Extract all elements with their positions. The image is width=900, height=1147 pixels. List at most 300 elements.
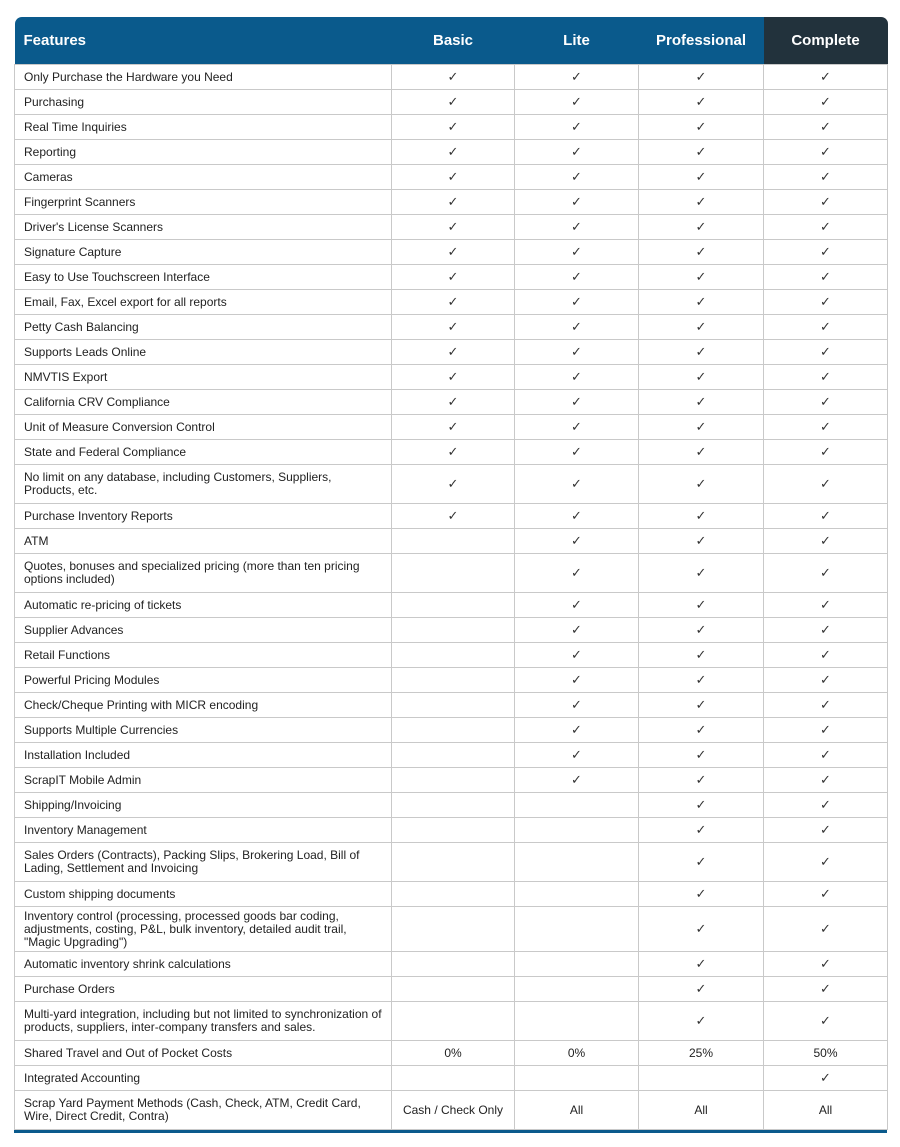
cell-basic (392, 265, 515, 290)
table-row (15, 290, 888, 315)
cell-complete (764, 215, 888, 240)
cell-basic (392, 977, 515, 1002)
feature-name: Supports Leads Online (15, 340, 392, 365)
cell-complete (764, 115, 888, 140)
cell-professional (639, 743, 764, 768)
table-row (15, 1041, 888, 1066)
cell-basic (392, 907, 515, 952)
header-plan-basic: Basic (392, 17, 515, 65)
check-icon: ✓ (695, 981, 707, 996)
check-icon: ✓ (571, 597, 582, 612)
check-icon: ✓ (571, 508, 582, 523)
table-row (15, 668, 888, 693)
cell-professional (639, 140, 764, 165)
cell-lite (515, 693, 639, 718)
feature-name: Integrated Accounting (15, 1066, 392, 1091)
cell-complete (764, 415, 888, 440)
table-row (15, 215, 888, 240)
check-icon: ✓ (820, 886, 831, 901)
feature-name: Quotes, bonuses and specialized pricing (more than ten pricing options included) (15, 554, 392, 593)
cell-professional (639, 190, 764, 215)
check-icon: ✓ (820, 369, 831, 384)
feature-name: Supports Multiple Currencies (15, 718, 392, 743)
cell-basic (392, 668, 515, 693)
cell-complete (764, 290, 888, 315)
feature-name: Only Purchase the Hardware you Need (15, 65, 392, 90)
feature-comparison (14, 17, 887, 1133)
feature-name: Purchase Inventory Reports (15, 504, 392, 529)
cell-professional (639, 529, 764, 554)
feature-name: NMVTIS Export (15, 365, 392, 390)
cell-lite (515, 290, 639, 315)
cell-complete (764, 1066, 888, 1091)
feature-name: Driver's License Scanners (15, 215, 392, 240)
cell-professional (639, 793, 764, 818)
table-row (15, 240, 888, 265)
feature-name: Email, Fax, Excel export for all reports (15, 290, 392, 315)
cell-lite (515, 140, 639, 165)
table-row (15, 618, 888, 643)
cell-basic (392, 793, 515, 818)
cell-value: All (818, 1102, 833, 1117)
cell-lite (515, 977, 639, 1002)
cell-basic (392, 1002, 515, 1041)
cell-basic (392, 240, 515, 265)
check-icon: ✓ (695, 344, 707, 359)
check-icon: ✓ (820, 921, 831, 936)
check-icon: ✓ (447, 169, 459, 184)
cell-complete (764, 554, 888, 593)
check-icon: ✓ (447, 419, 459, 434)
table-row (15, 818, 888, 843)
check-icon: ✓ (695, 508, 707, 523)
cell-professional (639, 818, 764, 843)
cell-complete (764, 1041, 888, 1066)
cell-complete (764, 818, 888, 843)
cell-basic (392, 190, 515, 215)
check-icon: ✓ (571, 394, 582, 409)
feature-name: Purchasing (15, 90, 392, 115)
check-icon: ✓ (571, 69, 582, 84)
check-icon: ✓ (820, 394, 831, 409)
table-row (15, 952, 888, 977)
table-row (15, 977, 888, 1002)
check-icon: ✓ (820, 822, 831, 837)
check-icon: ✓ (820, 854, 831, 869)
cell-lite (515, 907, 639, 952)
table-row (15, 554, 888, 593)
check-icon: ✓ (571, 722, 582, 737)
cell-lite (515, 743, 639, 768)
cell-professional (639, 240, 764, 265)
check-icon: ✓ (695, 956, 707, 971)
table-row (15, 265, 888, 290)
check-icon: ✓ (695, 269, 707, 284)
cell-lite (515, 365, 639, 390)
check-icon: ✓ (571, 419, 582, 434)
feature-name: Real Time Inquiries (15, 115, 392, 140)
check-icon: ✓ (571, 319, 582, 334)
table-row (15, 643, 888, 668)
feature-name: Shared Travel and Out of Pocket Costs (15, 1041, 392, 1066)
cell-lite (515, 1041, 639, 1066)
cell-complete (764, 693, 888, 718)
check-icon: ✓ (447, 508, 459, 523)
check-icon: ✓ (820, 1070, 831, 1085)
check-icon: ✓ (695, 772, 707, 787)
cell-basic (392, 1041, 515, 1066)
check-icon: ✓ (571, 219, 582, 234)
cell-lite (515, 440, 639, 465)
cell-professional (639, 1002, 764, 1041)
cell-complete (764, 843, 888, 882)
cell-lite (515, 340, 639, 365)
feature-comparison-table (14, 17, 888, 1130)
check-icon: ✓ (571, 672, 582, 687)
cell-lite (515, 215, 639, 240)
check-icon: ✓ (695, 797, 707, 812)
cell-lite (515, 1091, 639, 1130)
cell-basic (392, 140, 515, 165)
check-icon: ✓ (447, 476, 459, 491)
check-icon: ✓ (695, 319, 707, 334)
check-icon: ✓ (571, 565, 582, 580)
table-row (15, 65, 888, 90)
cell-lite (515, 265, 639, 290)
cell-complete (764, 618, 888, 643)
check-icon: ✓ (820, 981, 831, 996)
cell-lite (515, 818, 639, 843)
check-icon: ✓ (447, 244, 459, 259)
cell-basic (392, 718, 515, 743)
cell-professional (639, 440, 764, 465)
cell-professional (639, 977, 764, 1002)
cell-basic (392, 818, 515, 843)
feature-name: Cameras (15, 165, 392, 190)
cell-lite (515, 618, 639, 643)
cell-lite (515, 668, 639, 693)
check-icon: ✓ (820, 444, 831, 459)
cell-professional (639, 882, 764, 907)
feature-name: Unit of Measure Conversion Control (15, 415, 392, 440)
check-icon: ✓ (571, 476, 582, 491)
check-icon: ✓ (695, 219, 707, 234)
cell-lite (515, 465, 639, 504)
feature-name: Automatic inventory shrink calculations (15, 952, 392, 977)
cell-complete (764, 265, 888, 290)
cell-value: All (569, 1102, 584, 1117)
check-icon: ✓ (571, 747, 582, 762)
feature-name: Check/Cheque Printing with MICR encoding (15, 693, 392, 718)
check-icon: ✓ (820, 476, 831, 491)
cell-professional (639, 593, 764, 618)
cell-professional (639, 643, 764, 668)
feature-name: Installation Included (15, 743, 392, 768)
table-row (15, 743, 888, 768)
cell-complete (764, 768, 888, 793)
feature-name: Sales Orders (Contracts), Packing Slips, Brokering Load, Bill of Lading, Settlement and Invoicing (15, 843, 392, 882)
cell-lite (515, 643, 639, 668)
check-icon: ✓ (447, 369, 459, 384)
check-icon: ✓ (571, 94, 582, 109)
table-row (15, 1066, 888, 1091)
cell-basic (392, 593, 515, 618)
cell-basic (392, 1091, 515, 1130)
check-icon: ✓ (695, 119, 707, 134)
table-row (15, 504, 888, 529)
cell-professional (639, 65, 764, 90)
cell-value: 0% (444, 1045, 462, 1060)
check-icon: ✓ (447, 219, 459, 234)
cell-professional (639, 693, 764, 718)
cell-basic (392, 340, 515, 365)
cell-basic (392, 768, 515, 793)
cell-complete (764, 465, 888, 504)
check-icon: ✓ (447, 319, 459, 334)
table-row (15, 843, 888, 882)
table-row (15, 115, 888, 140)
cell-professional (639, 165, 764, 190)
check-icon: ✓ (820, 119, 831, 134)
check-icon: ✓ (820, 294, 831, 309)
cell-basic (392, 65, 515, 90)
cell-professional (639, 340, 764, 365)
check-icon: ✓ (695, 697, 707, 712)
check-icon: ✓ (695, 672, 707, 687)
cell-professional (639, 768, 764, 793)
header-row (15, 17, 888, 65)
check-icon: ✓ (820, 508, 831, 523)
check-icon: ✓ (447, 194, 459, 209)
feature-name: Powerful Pricing Modules (15, 668, 392, 693)
check-icon: ✓ (820, 144, 831, 159)
cell-professional (639, 1041, 764, 1066)
table-row (15, 907, 888, 952)
cell-complete (764, 952, 888, 977)
check-icon: ✓ (695, 394, 707, 409)
check-icon: ✓ (695, 69, 707, 84)
cell-complete (764, 190, 888, 215)
feature-name: Custom shipping documents (15, 882, 392, 907)
check-icon: ✓ (447, 269, 459, 284)
check-icon: ✓ (571, 533, 582, 548)
cell-basic (392, 882, 515, 907)
table-row (15, 882, 888, 907)
cell-basic (392, 693, 515, 718)
check-icon: ✓ (695, 244, 707, 259)
check-icon: ✓ (820, 194, 831, 209)
cell-complete (764, 907, 888, 952)
check-icon: ✓ (820, 565, 831, 580)
cell-complete (764, 643, 888, 668)
header-features: Features (15, 17, 392, 65)
cell-lite (515, 793, 639, 818)
feature-name: Automatic re-pricing of tickets (15, 593, 392, 618)
cell-professional (639, 365, 764, 390)
cell-basic (392, 952, 515, 977)
cell-professional (639, 115, 764, 140)
cell-professional (639, 390, 764, 415)
table-row (15, 718, 888, 743)
cell-complete (764, 882, 888, 907)
check-icon: ✓ (695, 854, 707, 869)
cell-basic (392, 115, 515, 140)
cell-lite (515, 529, 639, 554)
cell-value: 25% (688, 1045, 714, 1060)
check-icon: ✓ (820, 722, 831, 737)
cell-professional (639, 215, 764, 240)
feature-name: ATM (15, 529, 392, 554)
cell-professional (639, 718, 764, 743)
cell-complete (764, 315, 888, 340)
table-body (15, 65, 888, 1130)
table-row (15, 1091, 888, 1130)
cell-complete (764, 240, 888, 265)
check-icon: ✓ (820, 69, 831, 84)
check-icon: ✓ (820, 672, 831, 687)
feature-name: Petty Cash Balancing (15, 315, 392, 340)
cell-professional (639, 315, 764, 340)
table-row (15, 90, 888, 115)
check-icon: ✓ (820, 956, 831, 971)
check-icon: ✓ (571, 344, 582, 359)
cell-professional (639, 952, 764, 977)
cell-lite (515, 115, 639, 140)
check-icon: ✓ (820, 94, 831, 109)
table-row (15, 140, 888, 165)
cell-complete (764, 668, 888, 693)
cell-basic (392, 529, 515, 554)
check-icon: ✓ (571, 772, 582, 787)
cell-lite (515, 952, 639, 977)
cell-lite (515, 882, 639, 907)
cell-professional (639, 90, 764, 115)
header-plan-professional: Professional (639, 17, 764, 65)
feature-name: Fingerprint Scanners (15, 190, 392, 215)
check-icon: ✓ (820, 647, 831, 662)
table-row (15, 465, 888, 504)
cell-professional (639, 618, 764, 643)
cell-basic (392, 165, 515, 190)
table-row (15, 768, 888, 793)
check-icon: ✓ (695, 597, 707, 612)
feature-name: Purchase Orders (15, 977, 392, 1002)
table-row (15, 390, 888, 415)
feature-name: Retail Functions (15, 643, 392, 668)
check-icon: ✓ (571, 647, 582, 662)
check-icon: ✓ (447, 94, 459, 109)
check-icon: ✓ (820, 622, 831, 637)
cell-lite (515, 415, 639, 440)
cell-professional (639, 415, 764, 440)
cell-professional (639, 465, 764, 504)
check-icon: ✓ (820, 597, 831, 612)
table-footer-bar (14, 1130, 887, 1133)
cell-professional (639, 504, 764, 529)
cell-complete (764, 390, 888, 415)
check-icon: ✓ (447, 294, 459, 309)
check-icon: ✓ (571, 269, 582, 284)
table-header (15, 17, 888, 65)
check-icon: ✓ (695, 921, 707, 936)
cell-lite (515, 1066, 639, 1091)
cell-professional (639, 1066, 764, 1091)
feature-name: Inventory Management (15, 818, 392, 843)
check-icon: ✓ (695, 565, 707, 580)
cell-professional (639, 1091, 764, 1130)
cell-complete (764, 365, 888, 390)
table-row (15, 340, 888, 365)
check-icon: ✓ (571, 119, 582, 134)
cell-complete (764, 718, 888, 743)
check-icon: ✓ (571, 622, 582, 637)
feature-name: Shipping/Invoicing (15, 793, 392, 818)
check-icon: ✓ (695, 419, 707, 434)
cell-complete (764, 793, 888, 818)
feature-name: No limit on any database, including Customers, Suppliers, Products, etc. (15, 465, 392, 504)
check-icon: ✓ (820, 419, 831, 434)
check-icon: ✓ (820, 1013, 831, 1028)
cell-basic (392, 440, 515, 465)
cell-lite (515, 504, 639, 529)
cell-basic (392, 415, 515, 440)
check-icon: ✓ (695, 533, 707, 548)
check-icon: ✓ (695, 647, 707, 662)
cell-lite (515, 165, 639, 190)
cell-complete (764, 743, 888, 768)
check-icon: ✓ (695, 476, 707, 491)
header-plan-lite: Lite (515, 17, 639, 65)
check-icon: ✓ (820, 269, 831, 284)
check-icon: ✓ (571, 294, 582, 309)
check-icon: ✓ (447, 394, 459, 409)
cell-value: 50% (813, 1045, 838, 1060)
cell-basic (392, 90, 515, 115)
cell-lite (515, 315, 639, 340)
cell-lite (515, 554, 639, 593)
table-row (15, 190, 888, 215)
check-icon: ✓ (571, 169, 582, 184)
cell-value: All (694, 1102, 708, 1117)
check-icon: ✓ (820, 747, 831, 762)
cell-basic (392, 843, 515, 882)
check-icon: ✓ (820, 244, 831, 259)
feature-name: Supplier Advances (15, 618, 392, 643)
table-row (15, 415, 888, 440)
cell-complete (764, 90, 888, 115)
check-icon: ✓ (447, 69, 459, 84)
table-row (15, 165, 888, 190)
check-icon: ✓ (571, 194, 582, 209)
check-icon: ✓ (695, 294, 707, 309)
cell-complete (764, 593, 888, 618)
check-icon: ✓ (695, 194, 707, 209)
check-icon: ✓ (820, 344, 831, 359)
cell-basic (392, 643, 515, 668)
feature-name: Inventory control (processing, processed goods bar coding, adjustments, costing, P&L, bulk inventory, detailed audit trail, "Magic Upgrading") (15, 907, 392, 952)
cell-professional (639, 290, 764, 315)
cell-basic (392, 290, 515, 315)
table-row (15, 315, 888, 340)
feature-name: Multi-yard integration, including but not limited to synchronization of products, suppliers, inter-company transfers and sales. (15, 1002, 392, 1041)
cell-basic (392, 365, 515, 390)
check-icon: ✓ (695, 822, 707, 837)
check-icon: ✓ (571, 697, 582, 712)
check-icon: ✓ (695, 369, 707, 384)
cell-professional (639, 843, 764, 882)
cell-professional (639, 907, 764, 952)
cell-basic (392, 215, 515, 240)
